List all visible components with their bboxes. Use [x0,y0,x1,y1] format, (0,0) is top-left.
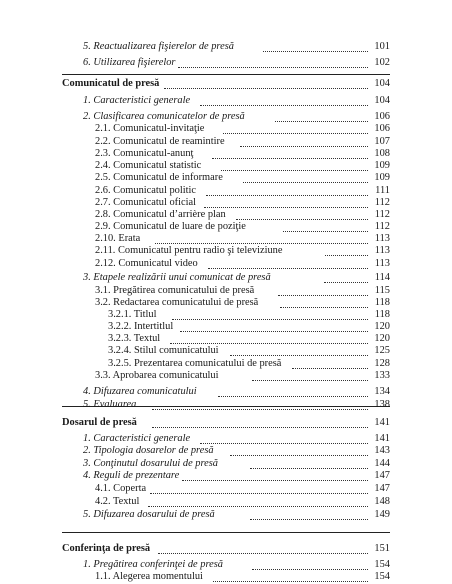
toc-entry-page: 149 [374,509,390,520]
toc-entry [0,244,452,258]
toc-entry-title: Dosarul de presă [62,417,137,428]
toc-entry [0,444,452,458]
toc-entry-title: 3.2.2. Intertitlul [108,321,174,332]
toc-entry [0,122,452,136]
toc-entry [0,271,452,285]
section-divider [62,532,390,533]
toc-entry-title: 2. Tipologia dosarelor de presă [83,445,214,456]
toc-entry-page: 115 [374,285,390,296]
dot-leader [150,493,368,494]
dot-leader [325,255,368,256]
toc-entry [0,77,452,91]
toc-entry-title: Comunicatul de presă [62,78,160,89]
toc-entry-title: 2.11. Comunicatul pentru radio şi televiziune [95,245,283,256]
dot-leader [152,427,368,428]
toc-entry-page: 112 [374,209,390,220]
toc-entry-title: 2.7. Comunicatul oficial [95,197,196,208]
toc-entry-page: 143 [374,445,390,456]
toc-entry-page: 111 [375,185,390,196]
toc-entry-title: 4.2. Textul [95,496,140,507]
toc-entry-title: Conferinţa de presă [62,543,151,554]
toc-entry-page: 128 [374,358,390,369]
toc-entry-title: 3.3. Aprobarea comunicatului [95,370,219,381]
toc-entry-title: 3.2.1. Titlul [108,309,157,320]
toc-entry-page: 144 [374,458,390,469]
toc-entry-page: 112 [374,221,390,232]
toc-entry-page: 133 [374,370,390,381]
toc-entry-title: 2.5. Comunicatul de informare [95,172,223,183]
toc-entry [0,385,452,399]
toc-entry-page: 108 [374,148,390,159]
dot-leader [223,133,368,134]
toc-entry-page: 104 [374,95,390,106]
dot-leader [200,105,368,106]
toc-entry-title: 3.2.5. Prezentarea comunicatului de presă [108,358,282,369]
toc-entry-page: 114 [374,272,390,283]
toc-entry-page: 147 [374,483,390,494]
dot-leader [324,282,368,283]
toc-entry-title: 3. Conţinutul dosarului de presă [83,458,218,469]
toc-entry-page: 120 [374,333,390,344]
toc-entry-page: 134 [374,386,390,397]
toc-entry-title: 5. Reactualizarea fişierelor de presă [83,41,234,52]
toc-entry-page: 141 [374,433,390,444]
toc-entry-title: 3. Etapele realizării unui comunicat de presă [83,272,271,283]
toc-entry-page: 101 [374,41,390,52]
toc-entry-page: 102 [374,57,390,68]
dot-leader [158,553,368,554]
dot-leader [230,355,368,356]
toc-entry [0,570,452,584]
dot-leader [213,581,368,582]
dot-leader [152,409,368,410]
dot-leader [208,268,368,269]
toc-entry-page: 148 [374,496,390,507]
toc-entry [0,482,452,496]
dot-leader [182,480,368,481]
toc-entry-page: 120 [374,321,390,332]
toc-entry [0,542,452,556]
toc-entry-title: 3.2. Redactarea comunicatului de presă [95,297,259,308]
toc-entry-title: 1. Caracteristici generale [83,433,191,444]
toc-entry [0,94,452,108]
toc-entry-title: 4. Reguli de prezentare [83,470,180,481]
toc-entry-page: 151 [374,543,390,554]
toc-entry-page: 104 [374,78,390,89]
toc-entry [0,344,452,358]
toc-entry-title: 2. Clasificarea comunicatelor de presă [83,111,245,122]
toc-entry-page: 109 [374,160,390,171]
toc-entry-title: 2.3. Comunicatul-anunţ [95,148,194,159]
toc-entry-page: 109 [374,172,390,183]
toc-entry-page: 113 [374,245,390,256]
toc-entry-title: 5. Evaluarea [83,399,137,410]
toc-entry-page: 113 [374,233,390,244]
dot-leader [263,51,368,52]
toc-entry-page: 125 [374,345,390,356]
dot-leader [164,88,368,89]
toc-entry [0,257,452,271]
dot-leader [218,396,368,397]
toc-entry [0,369,452,383]
toc-entry-page: 113 [374,258,390,269]
toc-entry [0,40,452,54]
toc-entry-title: 2.6. Comunicatul politic [95,185,197,196]
toc-entry-title: 1. Caracteristici generale [83,95,191,106]
toc-entry [0,171,452,185]
toc-entry [0,508,452,522]
dot-leader [243,182,368,183]
toc-entry-title: 3.2.3. Textul [108,333,161,344]
toc-entry-page: 118 [374,309,390,320]
toc-entry [0,56,452,70]
toc-entry-page: 118 [374,297,390,308]
dot-leader [250,519,368,520]
toc-entry-page: 112 [374,197,390,208]
toc-entry-title: 2.12. Comunicatul video [95,258,198,269]
toc-entry-title: 5. Difuzarea dosarului de presă [83,509,215,520]
dot-leader [178,67,368,68]
toc-entry [0,398,452,412]
toc-entry [0,469,452,483]
toc-entry-page: 106 [374,123,390,134]
toc-entry-title: 2.9. Comunicatul de luare de poziţie [95,221,246,232]
toc-entry [0,416,452,430]
dot-leader [230,455,368,456]
toc-entry-page: 138 [374,399,390,410]
dot-leader [252,380,368,381]
toc-entry-title: 2.8. Comunicatul d’arrière plan [95,209,226,220]
toc-entry-page: 154 [374,559,390,570]
toc-entry-page: 141 [374,417,390,428]
dot-leader [148,506,368,507]
toc-entry-page: 107 [374,136,390,147]
toc-entry-page: 147 [374,470,390,481]
toc-entry [0,495,452,509]
toc-entry-title: 2.1. Comunicatul-invitaţie [95,123,205,134]
toc-entry-page: 154 [374,571,390,582]
toc-entry-title: 1.1. Alegerea momentului [95,571,203,582]
toc-entry-title: 2.4. Comunicatul statistic [95,160,202,171]
toc-entry-title: 4. Difuzarea comunicatului [83,386,197,397]
section-divider [62,74,390,75]
toc-entry-page: 106 [374,111,390,122]
toc-entry-title: 2.10. Erata [95,233,141,244]
toc-entry-title: 4.1. Coperta [95,483,147,494]
toc-entry-title: 3.1. Pregătirea comunicatului de presă [95,285,255,296]
toc-entry-title: 2.2. Comunicatul de reamintire [95,136,225,147]
toc-entry-title: 1. Pregătirea conferinţei de presă [83,559,223,570]
toc-entry-title: 6. Utilizarea fişierelor [83,57,176,68]
toc-entry-title: 3.2.4. Stilul comunicatului [108,345,219,356]
